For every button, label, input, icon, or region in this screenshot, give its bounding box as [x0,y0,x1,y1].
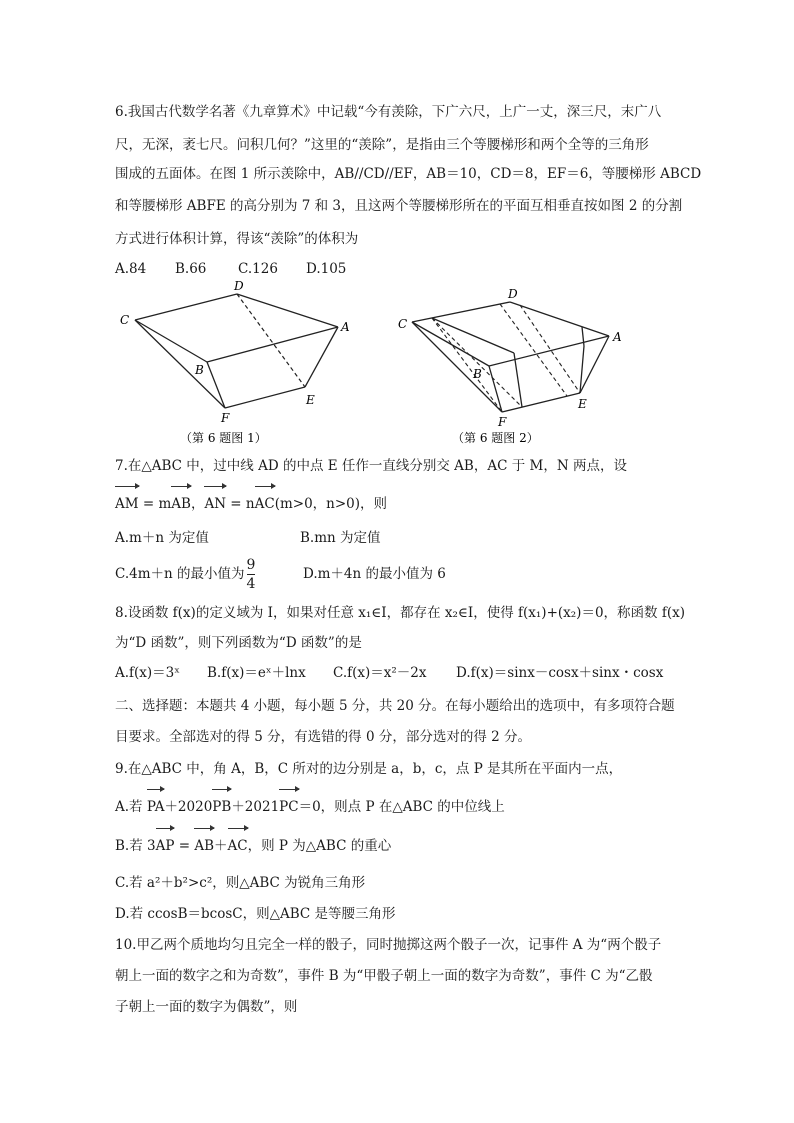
q9-option-a: A.若 PA＋2020 PB＋2021 PC＝0，则点 P 在△ABC 的中位线上 [115,797,505,817]
q6-line-1: 6.我国古代数学名著《九章算术》中记载“今有羡除，下广六尺，上广一丈，深三尺，末广八 [115,104,662,120]
q6-option-d: D.105 [306,261,347,277]
fig1-label-e: E [306,393,315,407]
q6-option-b: B.66 [175,261,207,277]
q8-option-d: D.f(x)＝sinx－cosx＋sinx・cosx [456,665,664,681]
q8-option-b: B.f(x)＝eˣ＋lnx [207,665,306,681]
q9-option-c: C.若 a²＋b²>c²，则△ABC 为锐角三角形 [115,875,366,891]
q6-line-3: 围成的五面体。在图 1 所示羡除中，AB//CD//EF，AB＝10，CD＝8，EF＝6，等腰梯形 ABCD [115,166,702,182]
fig2-caption: （第 6 题图 2） [452,431,539,445]
vector-am: AM [115,494,139,514]
fig2-label-f: F [498,415,507,429]
fig1-label-b: B [195,363,204,377]
fraction-9-4: $\frac{9}{4}$ [246,557,256,592]
q6-line-5: 方式进行体积计算，得该“羡除”的体积为 [115,231,359,247]
fig2-label-b: B [473,367,482,381]
q6-line-2: 尺，无深，袤七尺。问积几何？”这里的“羡除”，是指由三个等腰梯形和两个全等的三角形 [115,137,649,153]
q8-line-2: 为“D 函数”，则下列函数为“D 函数”的是 [115,635,362,651]
vector-pa: PA [147,797,165,817]
vector-ac: AC [255,494,275,514]
vector-ab-2: AB [194,836,214,856]
q7-option-a: A.m＋n 为定值 [115,530,209,546]
q7-option-c: C.4m＋n 的最小值为 $\frac{9}{4}$ [115,557,256,592]
q10-line-1: 10.甲乙两个质地均匀且完全一样的骰子，同时抛掷这两个骰子一次，记事件 A 为“两个骰子 [115,937,662,953]
q6-option-c: C.126 [238,261,278,277]
q10-line-2: 朝上一面的数字之和为奇数”，事件 B 为“甲骰子朝上一面的数字为奇数”，事件 C 为“乙骰 [115,968,653,984]
q8-option-a: A.f(x)＝3ˣ [115,665,180,681]
vector-ab: AB [171,494,191,514]
section-2-heading-line-1: 二、选择题：本题共 4 小题，每小题 5 分，共 20 分。在每小题给出的选项中，有多项符合题 [115,698,675,714]
q8-option-c: C.f(x)＝x²－2x [333,665,427,681]
q7-vector-definitions: AM = m AB， AN = n AC(m>0，n>0)，则 [115,494,387,514]
vector-ac-2: AC [228,836,248,856]
fig1-label-f: F [221,411,230,425]
q10-line-3: 子朝上一面的数字为偶数”，则 [115,999,298,1015]
fig2-label-c: C [398,317,408,331]
q9-line-1: 9.在△ABC 中，角 A，B，C 所对的边分别是 a，b，c，点 P 是其所在平面内一点， [115,761,623,777]
vector-an: AN [204,494,226,514]
fig2-label-e: E [578,397,587,411]
q6-figure-2 [392,280,642,450]
q6-option-a: A.84 [115,261,147,277]
fig1-label-a: A [341,320,350,334]
q9-option-d: D.若 ccosB＝bcosC，则△ABC 是等腰三角形 [115,906,396,922]
q7-line-1: 7.在△ABC 中，过中线 AD 的中点 E 任作一直线分别交 AB，AC 于 M，N 两点，设 [115,458,627,474]
fig1-label-c: C [120,313,130,327]
q7-option-d: D.m＋4n 的最小值为 6 [303,566,446,582]
q8-line-1: 8.设函数 f(x)的定义域为 I，如果对任意 x₁∈I，都存在 x₂∈I，使得 f(x₁)+(x₂)＝0，称函数 f(x) [115,605,685,621]
q9-option-b: B.若 3 AP = AB＋ AC，则 P 为△ABC 的重心 [115,836,391,856]
fig2-label-d: D [508,287,518,301]
vector-pc: PC [279,797,298,817]
fig1-caption: （第 6 题图 1） [180,431,267,445]
fig2-label-a: A [613,330,622,344]
vector-pb: PB [212,797,231,817]
q6-line-4: 和等腰梯形 ABFE 的高分别为 7 和 3，且这两个等腰梯形所在的平面互相垂直按如图 2 的分割 [115,198,683,214]
vector-ap: AP [156,836,175,856]
section-2-heading-line-2: 目要求。全部选对的得 5 分，有选错的得 0 分，部分选对的得 2 分。 [115,729,532,745]
q6-figure-1 [110,280,370,450]
fig1-label-d: D [234,280,244,293]
q7-option-b: B.mn 为定值 [300,530,381,546]
